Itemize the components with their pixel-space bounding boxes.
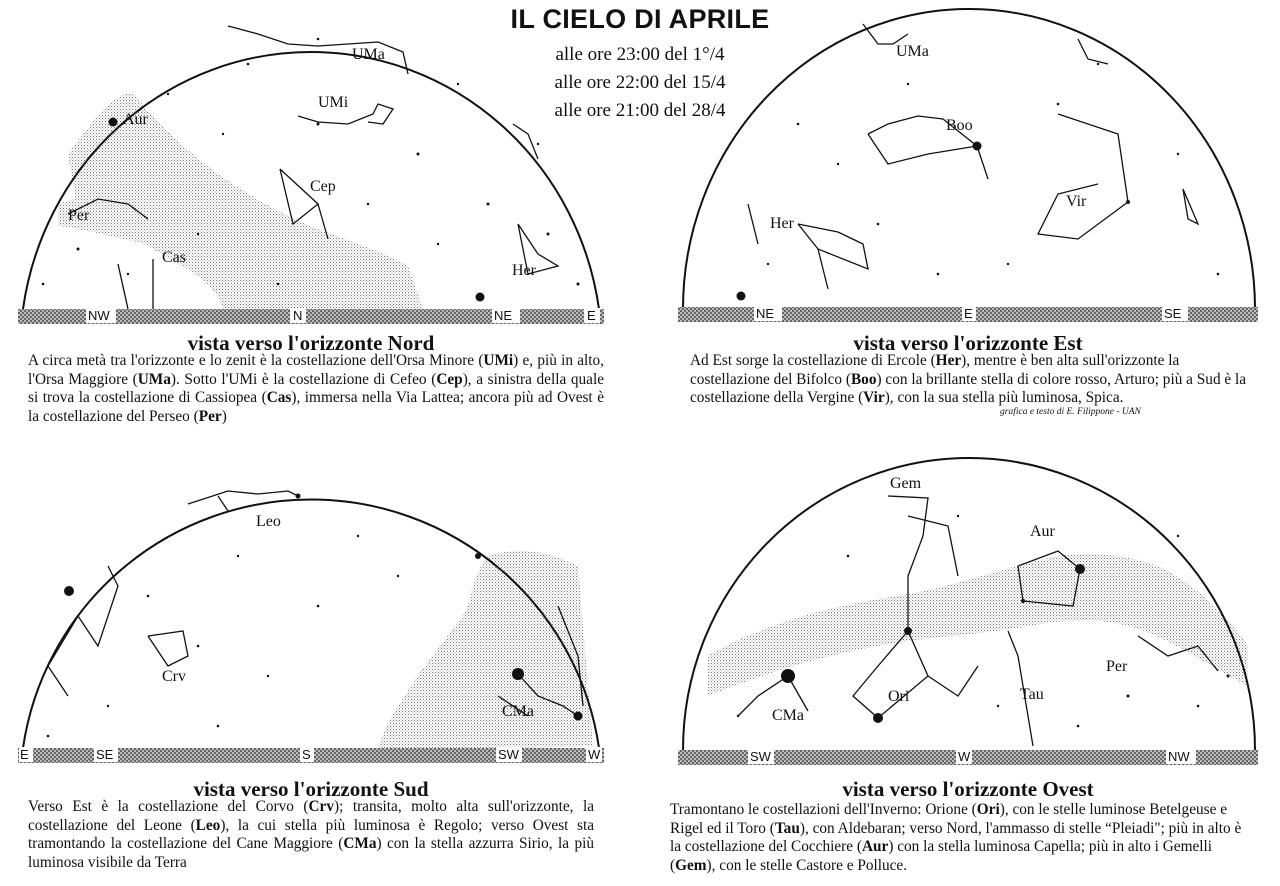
cardinal-s: S	[302, 747, 311, 762]
label-uma: UMa	[896, 43, 929, 60]
sky-map-east	[678, 4, 1258, 326]
cardinal-e: E	[964, 306, 973, 321]
text-segment: A circa metà tra l'orizzonte e lo zenit è la costellazione dell'Orsa Minore (	[28, 352, 484, 369]
cardinal-se: SE	[1164, 306, 1182, 321]
label-boo: Boo	[946, 117, 973, 134]
label-ori: Ori	[888, 688, 910, 705]
time-line-3: alle ore 21:00 del 28/4	[554, 100, 726, 121]
label-gem: Gem	[890, 475, 922, 492]
constellation-abbrev: Tau	[774, 819, 800, 837]
constellation-abbrev: Cep	[436, 370, 463, 388]
text-segment: ), a sinistra della quale si trova la costellazione di Cassiopea (	[28, 370, 604, 406]
label-aur: Aur	[123, 111, 148, 128]
constellation-abbrev: Aur	[861, 838, 889, 855]
label-cma: CMa	[502, 703, 534, 720]
text-segment: Tramontano le costellazioni dell'Inverno: Orione (	[670, 801, 977, 818]
south-view-title: vista verso l'orizzonte Sud	[193, 777, 429, 801]
label-crv: Crv	[162, 668, 186, 685]
text-segment: ), con la sua stella più luminosa, Spica.	[884, 389, 1124, 406]
north-view-title: vista verso l'orizzonte Nord	[187, 331, 435, 355]
cardinal-sw: SW	[498, 747, 519, 762]
east-view-title: vista verso l'orizzonte Est	[853, 331, 1083, 355]
label-cep: Cep	[310, 178, 336, 195]
text-segment: ), mentre è ben alta sull'orizzonte la costellazione del Bifolco (	[690, 352, 1180, 388]
cardinal-nw: NW	[1168, 749, 1190, 764]
text-segment: ), la cui stella più luminosa è Regolo; verso Ovest sta tramontando la costellazione del Cane Maggiore (	[28, 816, 594, 852]
label-aur: Aur	[1030, 523, 1055, 540]
text-segment: ), con Aldebaran; verso Nord, l'ammasso di stelle “Pleiadi"; più in alto è la costellazione del Cocchiere (	[670, 819, 1242, 855]
label-tau: Tau	[1020, 686, 1044, 703]
label-her: Her	[512, 262, 536, 279]
text-segment: ). Sotto l'UMi è la costellazione di Cefeo (	[170, 370, 437, 388]
cardinal-ne: NE	[494, 308, 513, 323]
label-umi: UMi	[318, 94, 349, 111]
constellation-abbrev: Per	[198, 407, 222, 425]
label-cma: CMa	[772, 707, 804, 724]
cardinal-e: E	[20, 747, 29, 762]
page-title: IL CIELO DI APRILE	[510, 4, 770, 34]
cardinal-w: W	[588, 747, 601, 762]
north-description	[28, 352, 604, 426]
constellation-abbrev: Leo	[195, 816, 221, 834]
background-stars	[737, 63, 1220, 301]
sky-map-north	[18, 4, 604, 326]
cardinal-sw: SW	[750, 749, 771, 764]
west-description	[670, 801, 1256, 875]
east-description	[690, 352, 1256, 408]
constellation-abbrev: Crv	[308, 798, 334, 815]
constellation-abbrev: UMi	[483, 352, 514, 369]
constellation-lines	[748, 24, 1198, 289]
text-segment: ) con la stella azzurra Sirio, la più luminosa visibile da Terra	[28, 835, 594, 871]
milky-way	[378, 551, 593, 751]
constellation-abbrev: Vir	[863, 389, 885, 406]
cardinal-n: N	[293, 308, 303, 323]
text-segment: Ad Est sorge la costellazione di Ercole (	[690, 352, 936, 369]
label-leo: Leo	[256, 513, 281, 530]
text-segment: ); transita, molto alta sull'orizzonte, la costellazione del Leone (	[28, 798, 595, 834]
constellation-abbrev: Ori	[976, 801, 1000, 818]
text-segment: ) con la stella luminosa Capella; più in alto i Gemelli (	[670, 838, 1213, 874]
cardinal-w: W	[958, 749, 971, 764]
text-segment: ), immersa nella Via Lattea; ancora più ad Ovest è la costellazione del Perseo (	[28, 389, 604, 425]
text-segment: ), con le stelle luminose Betelgeuse e Rigel ed il Toro (	[670, 801, 1227, 837]
constellation-abbrev: CMa	[343, 835, 377, 852]
label-vir: Vir	[1066, 193, 1087, 210]
label-per: Per	[1106, 658, 1128, 675]
cardinal-se: SE	[96, 747, 114, 762]
constellation-abbrev: Gem	[675, 856, 707, 874]
cardinal-e: E	[587, 308, 596, 323]
text-segment: Verso Est è la costellazione del Corvo (	[28, 798, 309, 815]
cardinal-ne: NE	[756, 306, 775, 321]
west-view-title: vista verso l'orizzonte Ovest	[842, 777, 1094, 801]
time-line-2: alle ore 22:00 del 15/4	[554, 72, 726, 93]
label-uma: UMa	[352, 46, 385, 63]
text-segment: ) e, più in alto, l'Orsa Maggiore (	[28, 352, 604, 388]
constellation-abbrev: Her	[935, 352, 962, 369]
text-segment: ) con la brillante stella di colore rosso, Arturo; più a Sud è la costellazione della Vergine (	[690, 370, 1247, 406]
constellation-abbrev: Cas	[266, 389, 292, 406]
sky-map-west	[678, 456, 1258, 772]
constellation-labels	[770, 43, 1087, 232]
cardinal-nw: NW	[88, 308, 110, 323]
constellation-abbrev: Boo	[850, 370, 877, 388]
text-segment: ), con le stelle Castore e Polluce.	[706, 856, 908, 874]
time-line-1: alle ore 23:00 del 1°/4	[555, 44, 725, 65]
constellation-abbrev: UMa	[137, 370, 171, 388]
label-per: Per	[68, 207, 90, 224]
south-description	[28, 798, 594, 872]
label-cas: Cas	[162, 249, 186, 266]
sky-map-south	[18, 456, 604, 770]
credit-note: grafica e testo di E. Filippone - UAN	[1000, 407, 1141, 417]
text-segment: )	[221, 407, 227, 425]
label-her: Her	[770, 215, 794, 232]
